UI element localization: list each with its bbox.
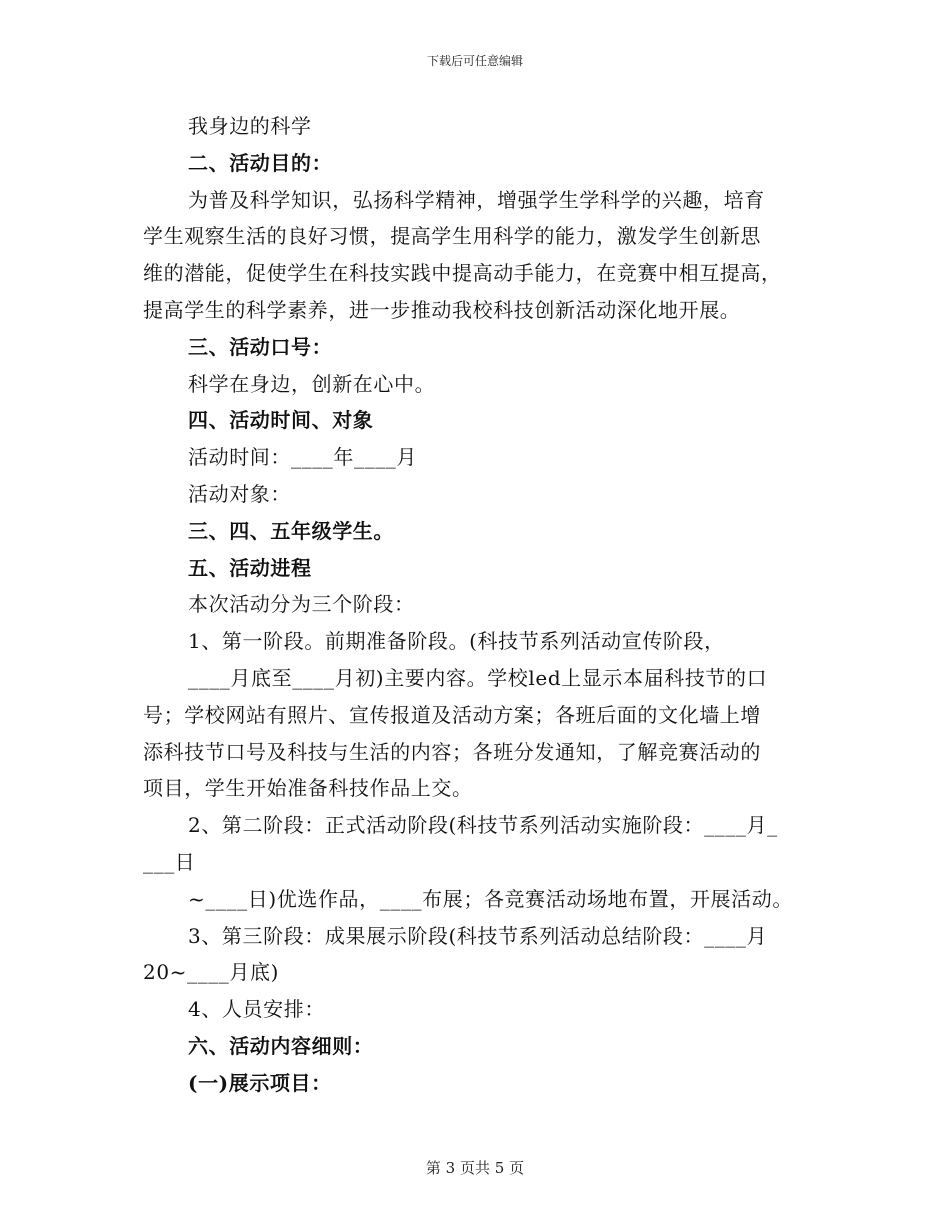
text-line: 为普及科学知识，弘扬科学精神，增强学生学科学的兴趣，培育	[188, 187, 765, 212]
text-line: ____月底至____月初)主要内容。学校led上显示本届科技节的口	[188, 665, 768, 690]
document-body	[143, 108, 808, 1102]
text-line: 提高学生的科学素养，进一步推动我校科技创新活动深化地开展。	[143, 297, 741, 322]
text-line: 添科技节口号及科技与生活的内容；各班分发通知，了解竞赛活动的	[143, 739, 761, 764]
text-line: 号；学校网站有照片、宣传报道及活动方案；各班后面的文化墙上增	[143, 702, 761, 727]
section-heading: 三、活动口号：	[188, 334, 333, 359]
text-line: 活动对象：	[188, 481, 291, 506]
section-heading: 六、活动内容细则：	[188, 1033, 374, 1058]
page-header: 下载后可任意编辑	[426, 54, 523, 68]
section-heading: 二、活动目的：	[188, 150, 333, 175]
text-line: 维的潜能，促使学生在科技实践中提高动手能力，在竞赛中相互提高，	[143, 261, 782, 286]
text-line: 2、第二阶段：正式活动阶段(科技节系列活动实施阶段：____月_	[188, 813, 778, 838]
text-line: 4、人员安排：	[188, 997, 325, 1022]
section-heading: 五、活动进程	[188, 555, 312, 580]
section-heading: 四、活动时间、对象	[188, 408, 374, 433]
text-line: 科学在身边，创新在心中。	[188, 371, 436, 396]
text-line: 学生观察生活的良好习惯，提高学生用科学的能力，激发学生创新思	[143, 224, 761, 249]
subsection-heading: (一)展示项目：	[188, 1070, 332, 1095]
text-line: 1、第一阶段。前期准备阶段。(科技节系列活动宣传阶段，	[188, 629, 725, 654]
text-line: ___日	[143, 849, 196, 874]
text-line: 3、第三阶段：成果展示阶段(科技节系列活动总结阶段：____月	[188, 923, 768, 948]
text-line: ~____日)优选作品，____布展；各竞赛活动场地布置，开展活动。	[188, 886, 793, 911]
text-line-bold: 三、四、五年级学生。	[188, 518, 394, 543]
text-line: 20~____月底)	[143, 960, 280, 985]
text-line: 我身边的科学	[188, 114, 312, 138]
text-line: 本次活动分为三个阶段：	[188, 592, 415, 617]
text-line: 项目，学生开始准备科技作品上交。	[143, 776, 473, 801]
page-footer: 第 3 页共 5 页	[425, 1159, 525, 1177]
text-line: 活动时间：____年____月	[188, 445, 417, 470]
